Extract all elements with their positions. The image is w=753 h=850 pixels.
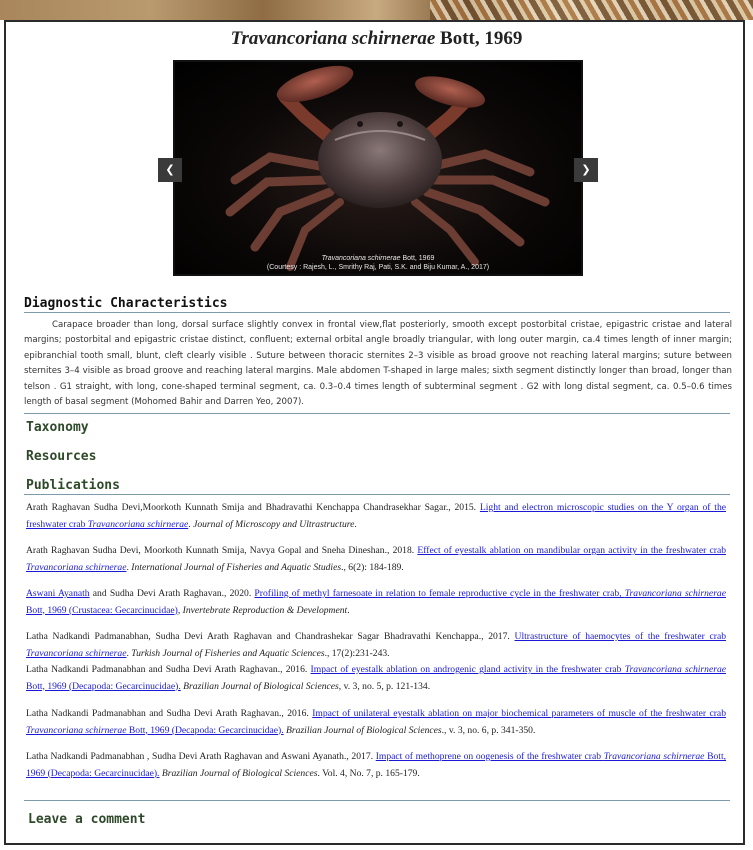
pub-author-link[interactable]: Aswani Ayanath — [26, 588, 90, 599]
pub-link-text[interactable]: Impact of unilateral eyestalk ablation on major biochemical parameters of muscle of the freshwater crab — [312, 708, 726, 719]
chevron-right-icon: ❯ — [581, 163, 591, 176]
pub-authors: Latha Nadkandi Padmanabhan and Sudha Devi Arath Raghavan., 2016. — [26, 664, 308, 675]
list-item — [26, 500, 726, 533]
caption-credit: (Courtesy : Rajesh, L., Smrithy Raj, Pati, S.K. and Biju Kumar, A., 2017) — [266, 264, 490, 271]
list-item — [26, 543, 726, 576]
pub-link-species[interactable]: Travancoriana schirnerae — [26, 561, 127, 573]
pub-link-post: . — [188, 518, 191, 530]
title-species: Travancoriana schirnerae — [230, 28, 436, 49]
caption-species: Travancoriana schirnerae — [321, 255, 401, 262]
pub-link-species[interactable]: Travancoriana schirnerae — [624, 588, 726, 599]
pub-journal: Brazilian Journal of Biological Sciences — [286, 724, 442, 736]
divider — [24, 312, 730, 313]
pub-link-post[interactable]: Bott, 1969 (Decapoda: Gecarcinucidae). — [128, 724, 284, 736]
leave-comment-heading[interactable]: Leave a comment — [28, 812, 146, 827]
taxonomy-heading[interactable]: Taxonomy — [26, 420, 89, 435]
pub-link-text[interactable]: Effect of eyestalk ablation on mandibular organ activity in the freshwater crab — [417, 545, 726, 556]
pub-journal: International Journal of Fisheries and Aquatic Studies — [131, 561, 342, 573]
pub-details: , v. 3, no. 5, p. 121-134. — [338, 680, 431, 692]
slider-prev-button[interactable] — [158, 158, 182, 182]
diagnostic-text: Carapace broader than long, dorsal surface slightly convex in frontal view,flat posteriorly, smooth except postorbital cristae, epigastric cristae and lateral margins; postorbital and epigastric cristae distinct, confluent; external orbital angle broadly triangular, with long outer margin, ca.4 times length of inner margin; epibranchial tooth small, blunt, cleft clearly visible . Suture between thoracic sternites 2–3 visible as broad groove not reaching lateral margins; suture between sternites 3–4 visible as broad groove and reaching lateral margins. Male abdomen T-shaped in large males; sixth segment distinctly longer than broad, longer than telson . G1 straight, with long, cone-shaped terminal segment, ca. 0.3–0.4 times length of subterminal segment . G2 with long distal segment, ca. 0.5–0.6 times length of basal segment (Mohomed Bahir and Darren Yeo, 2007). — [24, 320, 732, 408]
pub-details: . Vol. 4, No. 7, p. 165-179. — [317, 767, 420, 779]
divider — [24, 800, 730, 801]
pub-link-species[interactable]: Travancoriana schirnerae — [624, 664, 726, 675]
pub-link-text[interactable]: Light and electron microscopic studies on the Y organ of the freshwater crab — [26, 502, 726, 530]
pub-link-text[interactable]: Impact of methoprene on oogenesis of the freshwater crab — [375, 751, 602, 762]
pub-details: ., 17(2):231-243. — [324, 647, 390, 659]
pub-journal: Invertebrate Reproduction & Development — [182, 604, 348, 616]
pub-link-post[interactable]: Bott, 1969 (Crustacea: Gecarcinucidae) — [26, 604, 178, 616]
pub-journal: Brazilian Journal of Biological Sciences — [183, 680, 339, 692]
list-item — [26, 662, 726, 695]
pub-link-text[interactable]: Profiling of methyl farnesoate in relation to female reproductive cycle in the freshwater crab, — [254, 588, 622, 599]
divider — [24, 494, 730, 495]
list-item: Aswani Ayanath and Sudha Devi Arath Raghavan., 2020. Profiling of methyl farnesoate in relation to female reproductive cycle in the freshwater crab, Travancoriana schirnerae Bott, 1969 (Crustacea: Gecarcinucidae), Invertebrate Reproduction & Development. — [26, 588, 726, 616]
pub-link-text[interactable]: Impact of eyestalk ablation on androgenic gland activity in the freshwater crab — [310, 664, 622, 675]
page-title — [6, 28, 747, 50]
resources-heading[interactable]: Resources — [26, 449, 97, 464]
list-item — [26, 629, 726, 662]
pub-authors: Latha Nadkandi Padmanabhan and Sudha Devi Arath Raghavan., 2016. — [26, 708, 309, 719]
divider — [24, 413, 730, 414]
slide-caption — [175, 254, 581, 272]
slider-next-button[interactable] — [574, 158, 598, 182]
pub-link-post: . — [126, 561, 129, 573]
pub-link-species[interactable]: Travancoriana schirnerae — [26, 647, 127, 659]
pub-link-post: . — [126, 647, 129, 659]
list-item — [26, 706, 726, 739]
pub-link-species[interactable]: Travancoriana schirnerae — [87, 518, 189, 530]
pub-link-species[interactable]: Travancoriana schirnerae — [603, 751, 705, 762]
pub-journal: Journal of Microscopy and Ultrastructure — [193, 518, 355, 530]
title-author: Bott, 1969 — [440, 28, 523, 49]
pub-journal: Turkish Journal of Fisheries and Aquatic Sciences — [131, 647, 325, 659]
pub-authors: and Sudha Devi Arath Raghavan., 2020. — [92, 588, 252, 599]
pub-authors: Latha Nadkandi Padmanabhan, Sudha Devi Arath Raghavan and Chandrashekar Sagar Bhadravathi Kenchappa., 2017. — [26, 631, 510, 642]
chevron-left-icon: ❮ — [165, 163, 175, 176]
pub-details: ., 6(2): 184-189. — [341, 561, 404, 573]
pub-details: ., v. 3, no. 6, p. 341-350. — [441, 724, 536, 736]
image-slider[interactable] — [173, 60, 583, 276]
pub-details: . — [354, 518, 357, 530]
pub-authors: Arath Raghavan Sudha Devi,Moorkoth Kunnath Smija and Bhadravathi Kenchappa Chandrasekhar Sagar., 2015. — [26, 502, 477, 513]
header-banner — [0, 0, 753, 20]
pub-authors: Arath Raghavan Sudha Devi, Moorkoth Kunnath Smija, Navya Gopal and Sneha Dineshan., 2018. — [26, 545, 415, 556]
content-frame — [4, 20, 745, 845]
publications-heading[interactable]: Publications — [26, 478, 120, 493]
list-item — [26, 749, 726, 782]
pub-authors: Latha Nadkandi Padmanabhan , Sudha Devi Arath Raghavan and Aswani Ayanath., 2017. — [26, 751, 374, 762]
pub-journal: Brazilian Journal of Biological Sciences — [161, 767, 318, 779]
pub-link-post[interactable]: Bott, 1969 (Decapoda: Gecarcinucidae). — [26, 751, 727, 779]
pub-link-post[interactable]: Bott, 1969 (Decapoda: Gecarcinucidae). — [26, 680, 181, 692]
pub-link-species[interactable]: Travancoriana schirnerae — [26, 724, 127, 736]
caption-author: Bott, 1969 — [402, 255, 435, 262]
crab-photo — [175, 62, 581, 274]
pub-link-text[interactable]: Ultrastructure of haemocytes of the freshwater crab — [514, 631, 727, 642]
pub-details: . — [347, 604, 350, 616]
diagnostic-heading: Diagnostic Characteristics — [24, 296, 228, 311]
